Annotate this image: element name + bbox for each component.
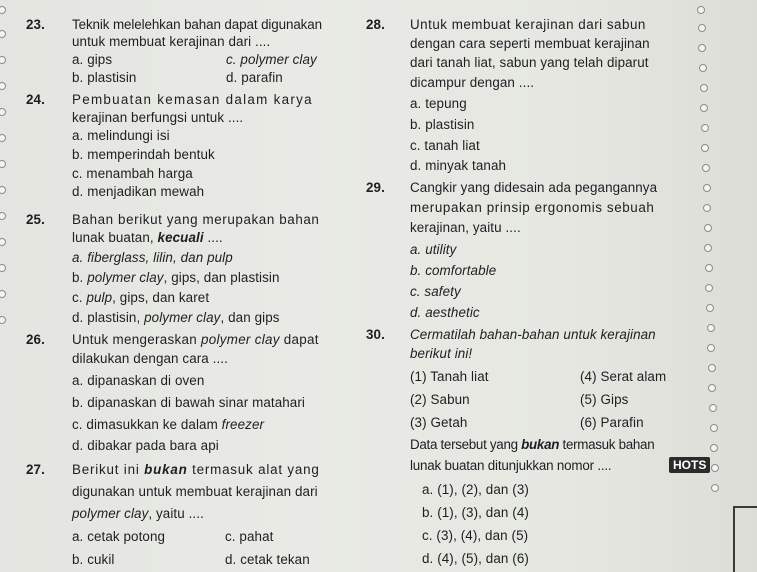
option-a: a. (1), (2), dan (3) xyxy=(422,482,529,497)
material-item: (4) Serat alam xyxy=(580,369,667,384)
option-b: b. dipanaskan di bawah sinar matahari xyxy=(72,395,305,410)
option-c: c. safety xyxy=(410,284,461,299)
question-number: 29. xyxy=(366,180,385,195)
option-b: b. cukil xyxy=(72,552,115,567)
option-b: b. plastisin xyxy=(410,117,475,132)
question-number: 25. xyxy=(26,212,45,227)
option-a: a. fiberglass, lilin, dan pulp xyxy=(72,250,233,265)
option-d: d. dibakar pada bara api xyxy=(72,438,219,453)
question-number: 28. xyxy=(366,17,385,32)
question-stem: Untuk membuat kerajinan dari sabun xyxy=(410,17,646,32)
question-number: 23. xyxy=(26,17,45,32)
option-c: c. (3), (4), dan (5) xyxy=(422,528,529,543)
option-a: a. cetak potong xyxy=(72,529,166,544)
keyword-kecuali: kecuali xyxy=(157,230,204,245)
question-stem: Pembuatan kemasan dalam karya xyxy=(72,92,313,107)
option-d: d. plastisin, polymer clay, dan gips xyxy=(72,310,280,325)
question-note xyxy=(410,437,654,453)
option-b: b. memperindah bentuk xyxy=(72,147,215,162)
option-d: d. aesthetic xyxy=(410,305,480,320)
question-stem: merupakan prinsip ergonomis sebuah xyxy=(410,200,655,215)
question-stem-part: Data tersebut yang xyxy=(410,437,522,452)
question-stem: Bahan berikut yang merupakan bahan xyxy=(72,212,320,227)
question-stem: dari tanah liat, sabun yang telah diparut xyxy=(410,55,649,70)
keyword-bukan: bukan xyxy=(144,462,188,477)
option-d: d. menjadikan mewah xyxy=(72,184,205,199)
question-stem-part: termasuk alat yang xyxy=(187,462,320,477)
question-stem-part: Berikut ini xyxy=(72,462,145,477)
question-stem: Untuk mengeraskan polymer clay dapat xyxy=(72,332,319,347)
option-d: d. cetak tekan xyxy=(225,552,310,567)
question-number: 30. xyxy=(366,327,385,342)
question-stem xyxy=(72,462,320,478)
material-item: (2) Sabun xyxy=(410,392,470,407)
option-d: d. parafin xyxy=(226,70,283,85)
option-c: c. dimasukkan ke dalam freezer xyxy=(72,417,265,432)
keyword-bukan: bukan xyxy=(521,437,560,452)
option-b: b. comfortable xyxy=(410,263,497,278)
question-stem: dilakukan dengan cara .... xyxy=(72,351,228,366)
page-edge-frame xyxy=(733,506,757,572)
option-d: d. minyak tanah xyxy=(410,158,507,173)
option-a: a. gips xyxy=(72,52,113,67)
material-item: (6) Parafin xyxy=(580,415,644,430)
question-stem-part: lunak buatan, xyxy=(72,230,158,245)
question-stem: Cermatilah bahan-bahan untuk kerajinan xyxy=(410,327,656,342)
material-item: (3) Getah xyxy=(410,415,468,430)
question-stem: Cangkir yang didesain ada pegangannya xyxy=(410,180,658,195)
option-c: c. polymer clay xyxy=(226,52,317,67)
hots-badge: HOTS xyxy=(669,457,710,473)
question-stem: digunakan untuk membuat kerajinan dari xyxy=(72,484,318,499)
option-c: c. menambah harga xyxy=(72,166,193,181)
material-item: (5) Gips xyxy=(580,392,629,407)
question-number: 27. xyxy=(26,462,45,477)
option-a: a. tepung xyxy=(410,96,467,111)
question-stem: dicampur dengan .... xyxy=(410,75,535,90)
question-stem xyxy=(72,230,223,246)
option-b: b. plastisin xyxy=(72,70,137,85)
question-stem: berikut ini! xyxy=(410,346,473,361)
option-a: a. dipanaskan di oven xyxy=(72,373,205,388)
question-stem: polymer clay, yaitu .... xyxy=(72,506,204,521)
question-number: 24. xyxy=(26,92,45,107)
question-stem: untuk membuat kerajinan dari .... xyxy=(72,34,271,49)
question-stem: kerajinan berfungsi untuk .... xyxy=(72,110,244,125)
option-a: a. melindungi isi xyxy=(72,128,170,143)
question-stem: Teknik melelehkan bahan dapat digunakan xyxy=(72,17,322,32)
question-stem: kerajinan, yaitu .... xyxy=(410,220,521,235)
question-stem: dengan cara seperti membuat kerajinan xyxy=(410,36,650,51)
question-stem-part: termasuk bahan xyxy=(559,437,655,452)
option-d: d. (4), (5), dan (6) xyxy=(422,551,529,566)
question-note: lunak buatan ditunjukkan nomor .... xyxy=(410,458,612,473)
option-a: a. utility xyxy=(410,242,457,257)
option-c: c. tanah liat xyxy=(410,138,480,153)
material-item: (1) Tanah liat xyxy=(410,369,489,384)
option-b: b. polymer clay, gips, dan plastisin xyxy=(72,270,280,285)
question-stem-part: .... xyxy=(203,230,223,245)
question-number: 26. xyxy=(26,332,45,347)
option-b: b. (1), (3), dan (4) xyxy=(422,505,529,520)
option-c: c. pahat xyxy=(225,529,274,544)
option-c: c. pulp, gips, dan karet xyxy=(72,290,210,305)
